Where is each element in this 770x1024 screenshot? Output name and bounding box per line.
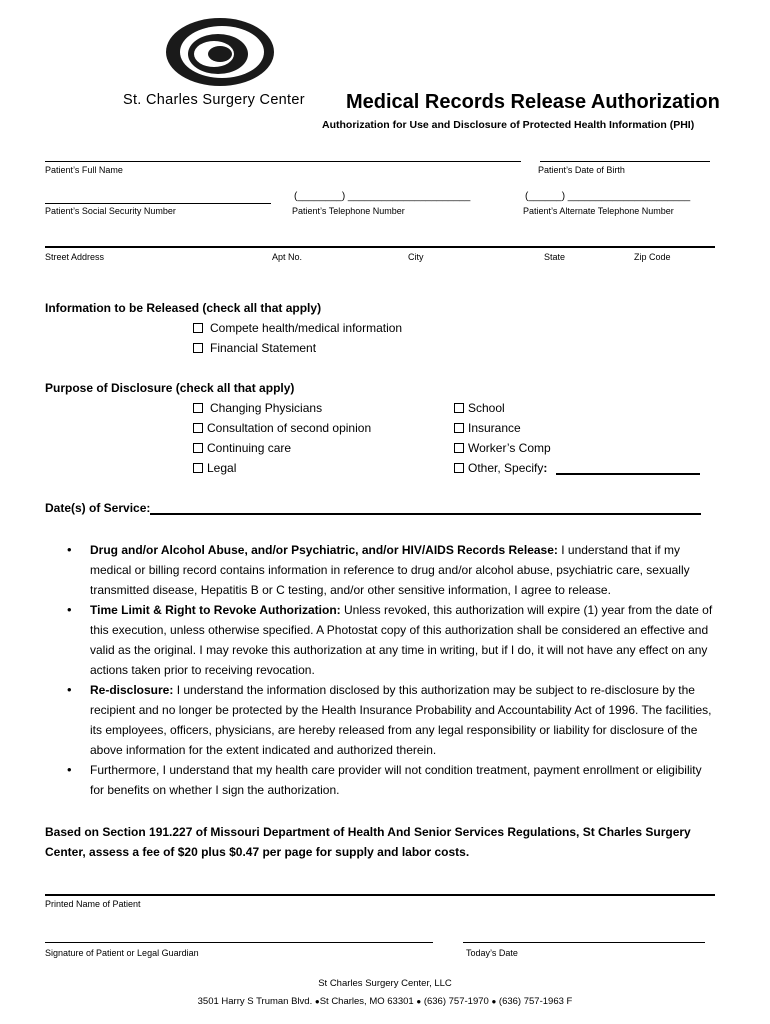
footer-phone: (636) 757-1970	[423, 996, 489, 1007]
dates-of-service-line[interactable]	[150, 513, 701, 515]
term-text: I understand that if my medical or billing record contains information in reference to drug and/or alcohol abuse, psychiatric care, sexually transmitted disease, Hepatitis B or C testing, and/or other sensitive information, I agree to release.	[90, 543, 690, 597]
fee-note: Based on Section 191.227 of Missouri Department of Health And Senior Services Regulations, St Charles Surgery Center, assess a fee of $20 plus $0.47 per page for supply and labor costs.	[45, 825, 691, 859]
option-label: Legal	[207, 461, 237, 475]
option-changing-physicians[interactable]	[193, 401, 322, 415]
date-line[interactable]	[463, 942, 705, 943]
street-label: Street Address	[45, 252, 105, 262]
option-second-opinion[interactable]	[193, 421, 371, 435]
footer-contact	[0, 996, 770, 1007]
dates-of-service-label: Date(s) of Service:	[45, 501, 151, 515]
checkbox[interactable]	[193, 463, 203, 473]
option-label: Compete health/medical information	[210, 321, 403, 335]
dob-label: Patient’s Date of Birth	[538, 165, 625, 175]
checkbox[interactable]	[193, 343, 203, 353]
checkbox[interactable]	[193, 443, 203, 453]
term-title: Re-disclosure:	[90, 683, 174, 697]
option-label: Changing Physicians	[210, 401, 323, 415]
checkbox[interactable]	[454, 403, 464, 413]
purpose-heading: Purpose of Disclosure (check all that apply)	[45, 381, 295, 395]
option-health-info[interactable]	[193, 321, 402, 335]
signature-line[interactable]	[45, 942, 433, 943]
full-name-label: Patient’s Full Name	[45, 165, 123, 175]
center-name: St. Charles Surgery Center	[123, 92, 305, 108]
dob-line[interactable]	[540, 161, 710, 162]
city-label: City	[408, 252, 424, 262]
printed-name-line[interactable]	[45, 894, 715, 896]
page-subtitle: Authorization for Use and Disclosure of Protected Health Information (PHI)	[322, 119, 695, 131]
term-text: Furthermore, I understand that my health care provider will not condition treatment, payment enrollment or eligibility for benefits on whether I sign the authorization.	[90, 763, 702, 797]
address-line[interactable]	[45, 246, 715, 248]
term-text: Unless revoked, this authorization will expire (1) year from the date of this execution, unless otherwise specified. A Photostat copy of this authorization shall be considered an effective and valid as the original. I may revoke this authorization at any time in writing, but if I do, it will not have any effect on any actions taken prior to receiving revocation.	[90, 603, 713, 677]
option-insurance[interactable]	[454, 421, 521, 435]
option-label: Worker’s Comp	[468, 441, 551, 455]
footer-company: St Charles Surgery Center, LLC	[318, 978, 452, 989]
checkbox[interactable]	[193, 423, 203, 433]
page-title: Medical Records Release Authorization	[346, 91, 720, 113]
option-label: Continuing care	[207, 441, 292, 455]
option-workers-comp[interactable]	[454, 441, 551, 455]
option-label: Consultation of second opinion	[207, 421, 372, 435]
footer-city: St Charles, MO 63301	[319, 996, 414, 1007]
signature-label: Signature of Patient or Legal Guardian	[45, 948, 199, 958]
phone-label: Patient’s Telephone Number	[292, 206, 405, 216]
phone-field[interactable]: (________) ______________________	[294, 191, 471, 202]
full-name-line[interactable]	[45, 161, 521, 162]
term-item	[62, 600, 714, 680]
checkbox[interactable]	[454, 443, 464, 453]
option-other-colon: :	[543, 461, 548, 475]
todays-date-label: Today’s Date	[466, 948, 518, 958]
option-label: Insurance	[468, 421, 521, 435]
apt-label: Apt No.	[272, 252, 303, 262]
option-financial-statement[interactable]	[193, 341, 316, 355]
option-label: Financial Statement	[210, 341, 317, 355]
alt-phone-field[interactable]: (______) ______________________	[525, 191, 691, 202]
zip-label: Zip Code	[634, 252, 671, 262]
option-legal[interactable]	[193, 461, 236, 475]
bullet-dot-icon: ●	[314, 997, 320, 1006]
bullet-dot-icon: ●	[491, 997, 497, 1006]
option-other[interactable]	[454, 461, 547, 475]
option-label: School	[468, 401, 505, 415]
term-item	[62, 680, 714, 760]
term-title: Time Limit & Right to Revoke Authorization:	[90, 603, 341, 617]
checkbox[interactable]	[454, 423, 464, 433]
term-item	[62, 760, 714, 800]
bullet-dot-icon: ●	[416, 997, 422, 1006]
checkbox[interactable]	[454, 463, 464, 473]
term-title: Drug and/or Alcohol Abuse, and/or Psychiatric, and/or HIV/AIDS Records Release:	[90, 543, 558, 557]
option-label: Other, Specify	[468, 461, 544, 475]
option-continuing-care[interactable]	[193, 441, 291, 455]
checkbox[interactable]	[193, 403, 203, 413]
printed-name-label: Printed Name of Patient	[45, 899, 141, 909]
info-heading: Information to be Released (check all that apply)	[45, 301, 322, 315]
checkbox[interactable]	[193, 323, 203, 333]
surgery-center-logo	[160, 14, 280, 94]
terms-list	[62, 540, 714, 800]
option-school[interactable]	[454, 401, 505, 415]
alt-phone-label: Patient’s Alternate Telephone Number	[523, 206, 674, 216]
other-specify-line[interactable]	[556, 473, 700, 475]
term-item	[62, 540, 714, 600]
state-label: State	[544, 252, 566, 262]
footer-fax: (636) 757-1963 F	[498, 996, 573, 1007]
footer-address: 3501 Harry S Truman Blvd.	[197, 996, 313, 1007]
term-text: I understand the information disclosed by this authorization may be subject to re-disclosure by the recipient and no longer be protected by the Health Insurance Probability and Accountability Act of 1996. The facilities, its employees, officers, physicians, are hereby released from any legal responsibility or liability for disclosure of the above information for the extent indicated and authorized therein.	[90, 683, 712, 757]
ssn-line[interactable]	[45, 203, 271, 204]
ssn-label: Patient’s Social Security Number	[45, 206, 176, 216]
